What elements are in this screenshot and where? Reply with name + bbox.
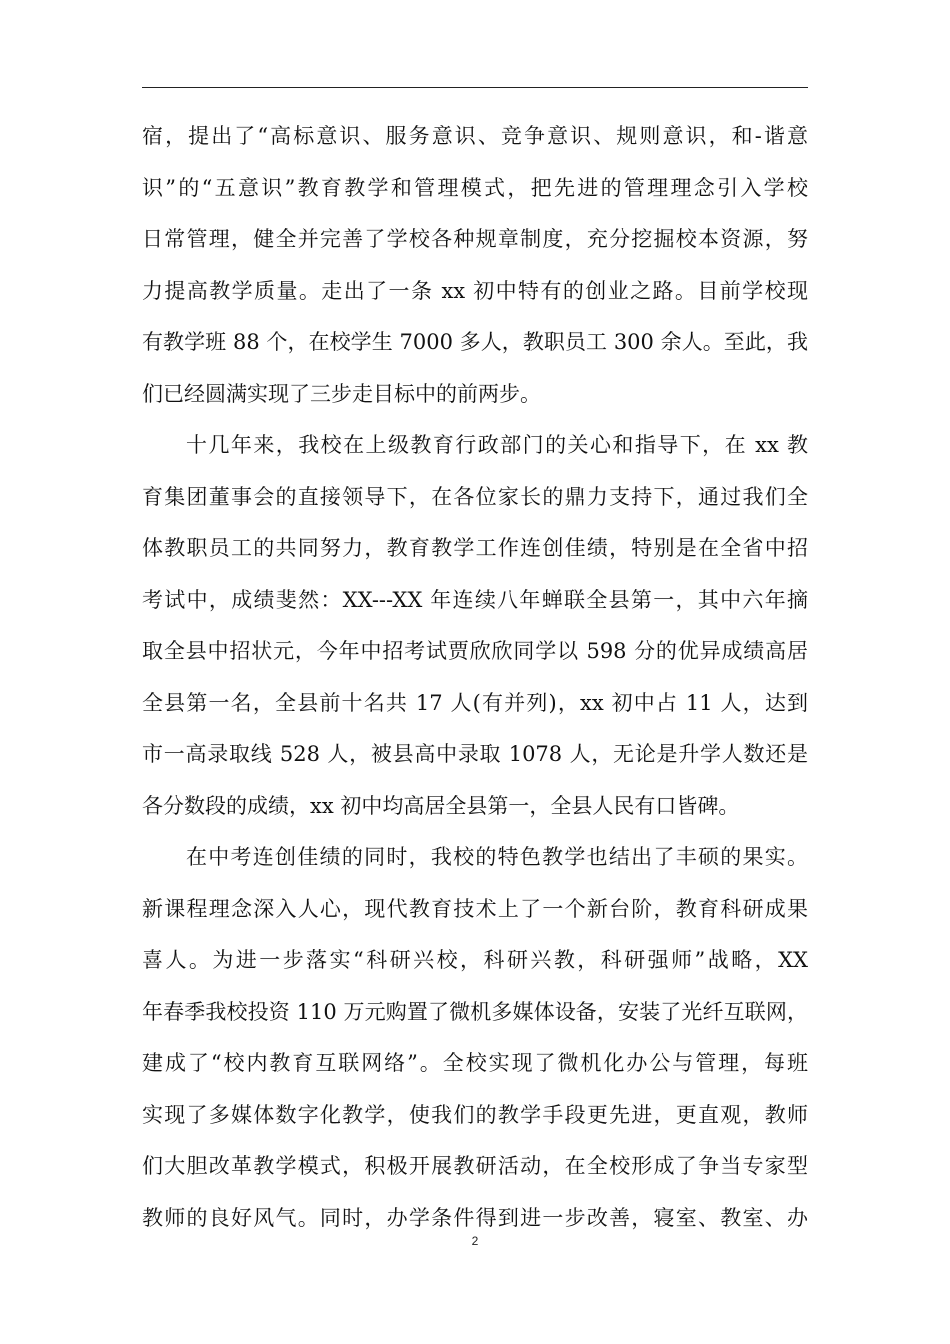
text-line: 各分数段的成绩，xx 初中均高居全县第一，全县人民有口皆碑。 (142, 793, 740, 818)
text-line: 实现了多媒体数字化教学，使我们的教学手段更先进，更直观，教师 (142, 1102, 808, 1127)
text-line: 考试中，成绩斐然：XX---XX 年连续八年蝉联全县第一，其中六年摘 (142, 587, 808, 612)
paragraph-first-line: 在中考连创佳绩的同时，我校的特色教学也结出了丰硕的果实。 (186, 845, 808, 869)
text-line: 市一高录取线 528 人，被县高中录取 1078 人，无论是升学人数还是 (142, 742, 808, 766)
text-line: 全县第一名，全县前十名共 17 人(有并列)，xx 初中占 11 人，达到 (142, 690, 808, 715)
text-line: 教师的良好风气。同时，办学条件得到进一步改善，寝室、教室、办 (142, 1205, 808, 1230)
text-line: 新课程理念深入人心，现代教育技术上了一个新台阶，教育科研成果 (142, 896, 808, 921)
text-line: 取全县中招状元，今年中招考试贾欣欣同学以 598 分的优异成绩高居 (142, 639, 808, 663)
document-body (142, 111, 808, 1244)
text-line: 日常管理，健全并完善了学校各种规章制度，充分挖掘校本资源，努 (142, 227, 808, 251)
text-line: 育集团董事会的直接领导下，在各位家长的鼎力支持下，通过我们全 (142, 484, 808, 509)
page-number: 2 (471, 1234, 479, 1248)
text-line: 体教职员工的共同努力，教育教学工作连创佳绩，特别是在全省中招 (142, 536, 808, 560)
text-line: 力提高教学质量。走出了一条 xx 初中特有的创业之路。目前学校现 (142, 278, 808, 303)
text-line: 们大胆改革教学模式，积极开展教研活动，在全校形成了争当专家型 (142, 1154, 808, 1178)
paragraph-first-line: 十几年来，我校在上级教育行政部门的关心和指导下，在 xx 教 (186, 433, 808, 457)
header-rule (142, 87, 808, 88)
text-line: 建成了“校内教育互联网络”。全校实现了微机化办公与管理，每班 (142, 1051, 808, 1075)
text-line: 识”的“五意识”教育教学和管理模式，把先进的管理理念引入学校 (142, 175, 808, 200)
text-line: 们已经圆满实现了三步走目标中的前两步。 (142, 381, 541, 406)
text-line: 宿，提出了“高标意识、服务意识、竞争意识、规则意识，和-谐意 (142, 124, 808, 148)
text-line: 有教学班 88 个，在校学生 7000 多人，教职员工 300 余人。至此，我 (142, 330, 808, 354)
text-line: 喜人。为进一步落实“科研兴校，科研兴教，科研强师”战略，XX (142, 948, 808, 972)
text-line: 年春季我校投资 110 万元购置了微机多媒体设备，安装了光纤互联网， (142, 999, 808, 1024)
